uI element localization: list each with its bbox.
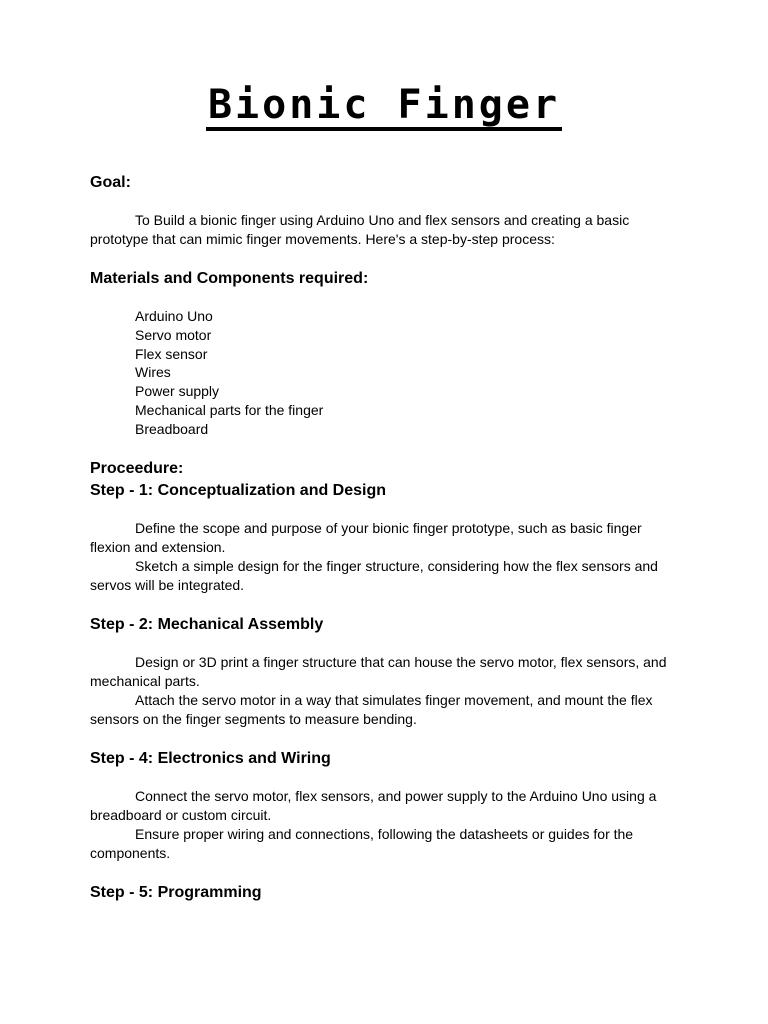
materials-heading: Materials and Components required:	[90, 270, 369, 287]
step-5-heading: Step - 5: Programming	[90, 883, 262, 901]
list-item: Flex sensor	[135, 345, 208, 362]
step-4-paragraph-1: Connect the servo motor, flex sensors, and power supply to the Arduino Uno using a breadboard or custom circuit.	[90, 787, 657, 823]
step-1-paragraph-1: Define the scope and purpose of your bionic finger prototype, such as basic finger flexion and extension.	[90, 519, 642, 555]
list-item: Arduino Uno	[135, 308, 213, 324]
list-item: Mechanical parts for the finger	[135, 401, 324, 418]
document-body	[90, 172, 680, 904]
step-2-heading: Step - 2: Mechanical Assembly	[90, 615, 324, 633]
step-2-paragraph-2: Attach the servo motor in a way that simulates finger movement, and mount the flex sensors on the finger segments to measure bending.	[90, 691, 653, 727]
document-title-text: Bionic Finger	[206, 83, 562, 131]
list-item: Power supply	[135, 383, 220, 400]
step-1-heading: Step - 1: Conceptualization and Design	[90, 481, 387, 499]
goal-heading: Goal:	[90, 174, 131, 191]
materials-list	[90, 307, 680, 439]
procedure-heading: Proceedure:	[90, 459, 184, 477]
list-item: Servo motor	[135, 326, 212, 343]
document-title	[0, 80, 768, 131]
step-4-paragraph-2: Ensure proper wiring and connections, following the datasheets or guides for the components.	[90, 825, 634, 861]
list-item: Breadboard	[135, 420, 209, 437]
step-2-paragraph-1: Design or 3D print a finger structure that can house the servo motor, flex sensors, and mechanical parts.	[90, 653, 667, 689]
goal-text: To Build a bionic finger using Arduino Uno and flex sensors and creating a basic prototype that can mimic finger movements. Here's a step-by-step process:	[90, 212, 630, 247]
list-item: Wires	[135, 364, 171, 381]
step-4-heading: Step - 4: Electronics and Wiring	[90, 749, 331, 767]
step-1-paragraph-2: Sketch a simple design for the finger structure, considering how the flex sensors and servos will be integrated.	[90, 557, 658, 593]
